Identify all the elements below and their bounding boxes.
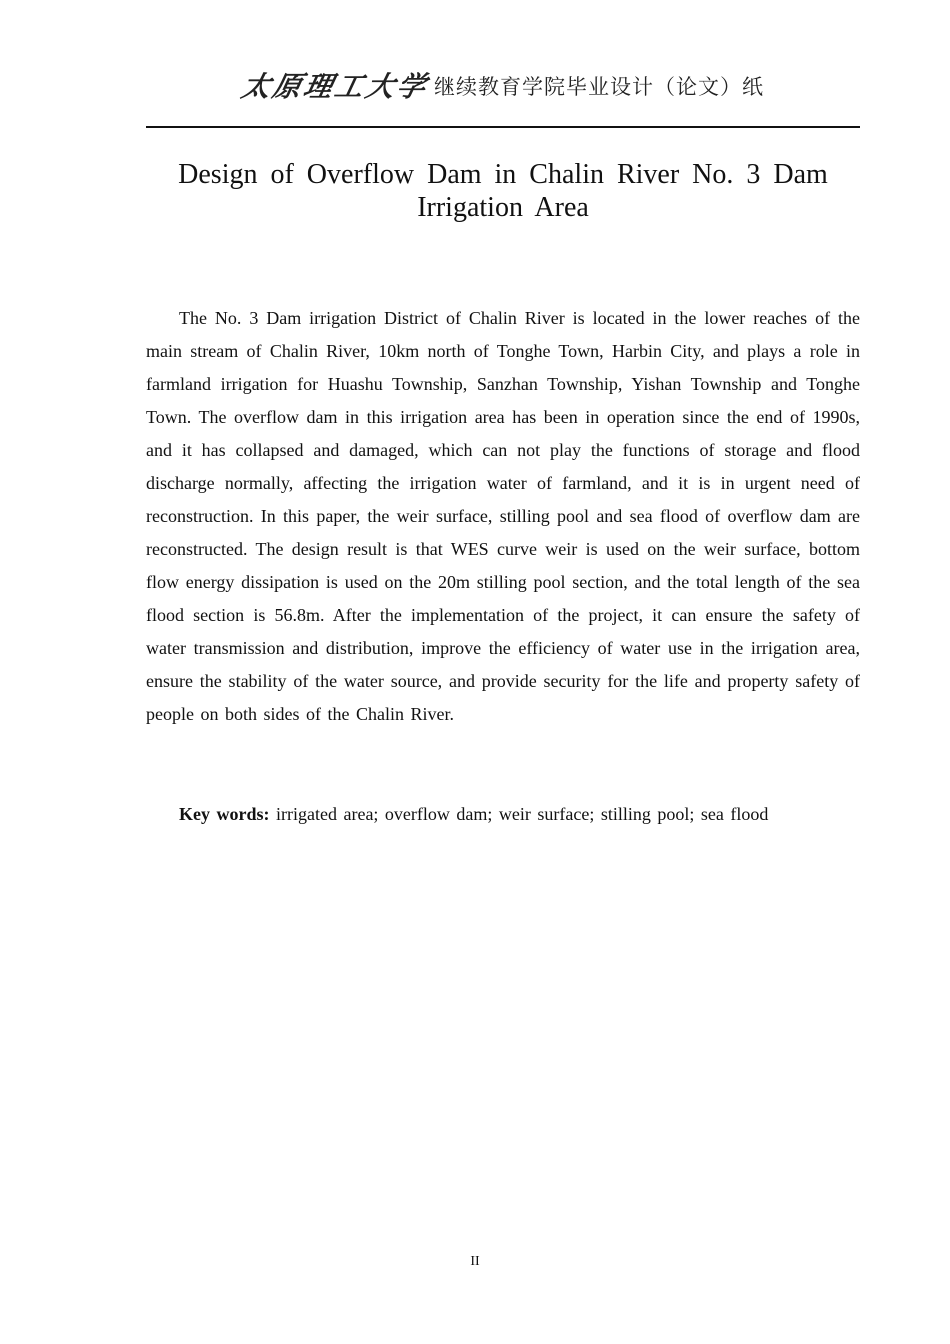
keywords-text: irrigated area; overflow dam; weir surface; stilling pool; sea flood: [276, 804, 769, 824]
abstract-body: The No. 3 Dam irrigation District of Chalin River is located in the lower reaches of the main stream of Chalin River, 10km north of Tonghe Town, Harbin City, and plays a role in farmland irrigation for Huashu Township, Sanzhan Township, Yishan Township and Tonghe Town. The overflow dam in this irrigation area has been in operation since the end of 1990s, and it has collapsed and damaged, which can not play the functions of storage and flood discharge normally, affecting the irrigation water of farmland, and it is in urgent need of reconstruction. In this paper, the weir surface, stilling pool and sea flood of overflow dam are reconstructed. The design result is that WES curve weir is used on the weir surface, bottom flow energy dissipation is used on the 20m stilling pool section, and the total length of the sea flood section is 56.8m. After the implementation of the project, it can ensure the safety of water transmission and distribution, improve the efficiency of water use in the irrigation area, ensure the stability of the water source, and provide security for the life and property safety of people on both sides of the Chalin River.: [146, 308, 860, 724]
keywords-paragraph: [146, 798, 860, 831]
header-content: [146, 70, 860, 104]
keywords-label: Key words:: [179, 804, 270, 824]
page-number: II: [470, 1254, 480, 1269]
paper-title: Design of Overflow Dam in Chalin River No. 3 Dam Irrigation Area: [178, 159, 828, 223]
page-header: [146, 64, 860, 128]
header-subtitle: 继续教育学院毕业设计（论文）纸: [434, 75, 764, 99]
university-logo: 太原理工大学: [238, 70, 432, 103]
